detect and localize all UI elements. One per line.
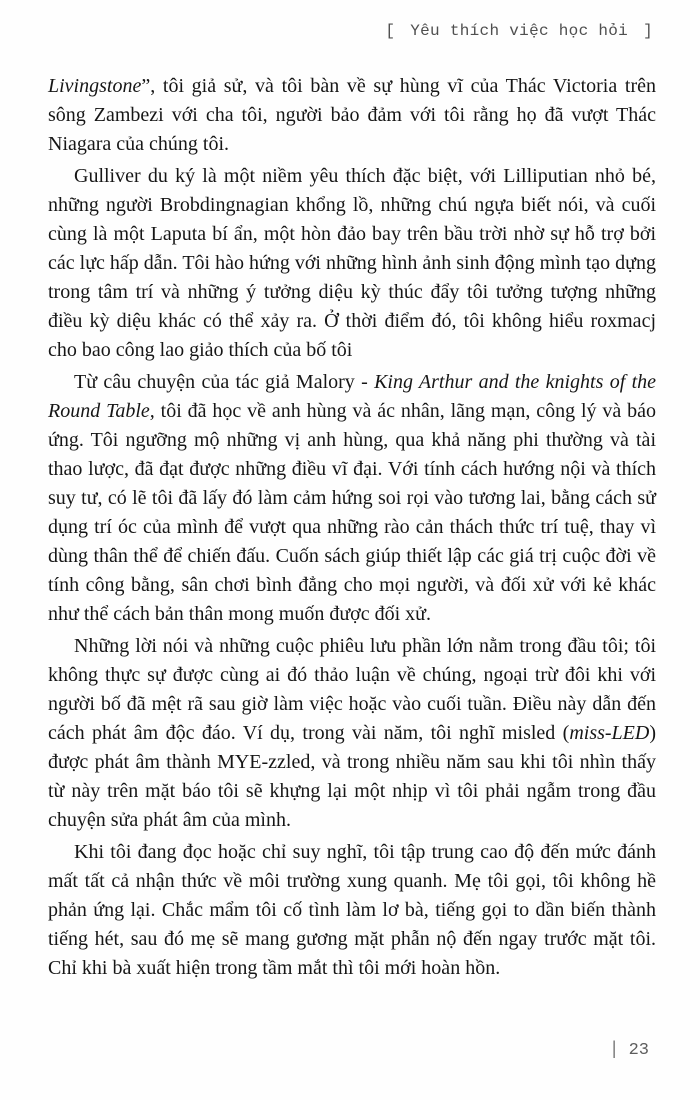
text-segment: ) được phát âm thành MYE-zzled, và trong nhiều năm sau khi tôi nhìn thấy từ này trên mặt báo tôi sẽ khựng lại một nhịp vì tôi phải ngẫm trong đầu chuyện sửa phát âm của mình. bbox=[48, 722, 656, 831]
italic-text-segment: Livingstone bbox=[48, 75, 142, 97]
page-number: 23 bbox=[628, 1040, 649, 1060]
italic-text-segment: miss-LED bbox=[569, 722, 650, 744]
text-segment: Khi tôi đang đọc hoặc chỉ suy nghĩ, tôi tập trung cao độ đến mức đánh mất tất cả nhận thức về môi trường xung quanh. Mẹ tôi gọi, tôi không hề phản ứng lại. Chắc mẩm tôi cố tình làm lơ bà, tiếng gọi to dần biến thành tiếng hét, sau đó mẹ sẽ mang gương mặt phẫn nộ đến ngay trước mặt tôi. Chỉ khi bà xuất hiện trong tầm mắt thì tôi mới hoàn hồn. bbox=[48, 841, 656, 979]
text-segment: Những lời nói và những cuộc phiêu lưu phần lớn nằm trong đầu tôi; tôi không thực sự được cùng ai đó thảo luận về chúng, ngoại trừ đôi khi với người bố đã mệt rã sau giờ làm việc hoặc vào cuối tuần. Điều này dẫn đến cách phát âm độc đáo. Ví dụ, trong vài năm, tôi nghĩ misled ( bbox=[48, 635, 656, 744]
paragraph bbox=[48, 632, 656, 835]
running-header bbox=[385, 22, 653, 40]
text-segment: ”, tôi giả sử, và tôi bàn về sự hùng vĩ của Thác Victoria trên sông Zambezi với cha tôi, người bảo đảm với tôi rằng họ đã vượt Thác Niagara của chúng tôi. bbox=[48, 75, 656, 155]
text-segment: Từ câu chuyện của tác giả Malory - bbox=[74, 371, 375, 393]
paragraph bbox=[48, 838, 656, 983]
italic-text-segment: King Arthur and the knights of the Round Table, bbox=[48, 371, 656, 422]
header-title: Yêu thích việc học hỏi bbox=[410, 22, 629, 40]
paragraph bbox=[48, 72, 656, 159]
paragraph bbox=[48, 162, 656, 365]
paragraph bbox=[48, 368, 656, 629]
text-segment: Gulliver du ký là một niềm yêu thích đặc biệt, với Lilliputian nhỏ bé, những người Brobdingnagian khổng lồ, những chú ngựa biết nói, và cuối cùng là một Laputa bí ẩn, một hòn đảo bay trên bầu trời nhờ sự hỗ trợ bởi các lực hấp dẫn. Tôi hào hứng với những hình ảnh sinh động mình tạo dựng trong tâm trí và những ý tưởng diệu kỳ thúc đẩy tôi tưởng tượng những điều kỳ diệu khác có thể xảy ra. Ở thời điểm đó, tôi không hiểu roxmacj cho bao công lao giảo thích của bố tôi bbox=[48, 165, 656, 361]
text-segment: tôi đã học về anh hùng và ác nhân, lãng mạn, công lý và báo ứng. Tôi ngưỡng mộ những vị anh hùng, qua khả năng phi thường và tài thao lược, đã đạt được những điều vĩ đại. Với tính cách hướng nội và thích suy tư, có lẽ tôi đã lấy đó làm cảm hứng soi rọi vào tương lai, bằng cách sử dụng trí óc của mình để vượt qua những rào cản thách thức trí tuệ, thay vì dùng thân thể để chiến đấu. Cuốn sách giúp thiết lập các giá trị cuộc đời về tính công bằng, sân chơi bình đẳng cho mọi người, và đối xử với kẻ khác như thể cách bản thân mong muốn được đối xử. bbox=[48, 400, 657, 625]
page-body-text bbox=[48, 72, 656, 983]
header-close-bracket: ] bbox=[643, 22, 653, 40]
page-footer bbox=[609, 1040, 649, 1060]
header-open-bracket: [ bbox=[385, 22, 396, 40]
footer-separator: | bbox=[608, 1040, 620, 1060]
